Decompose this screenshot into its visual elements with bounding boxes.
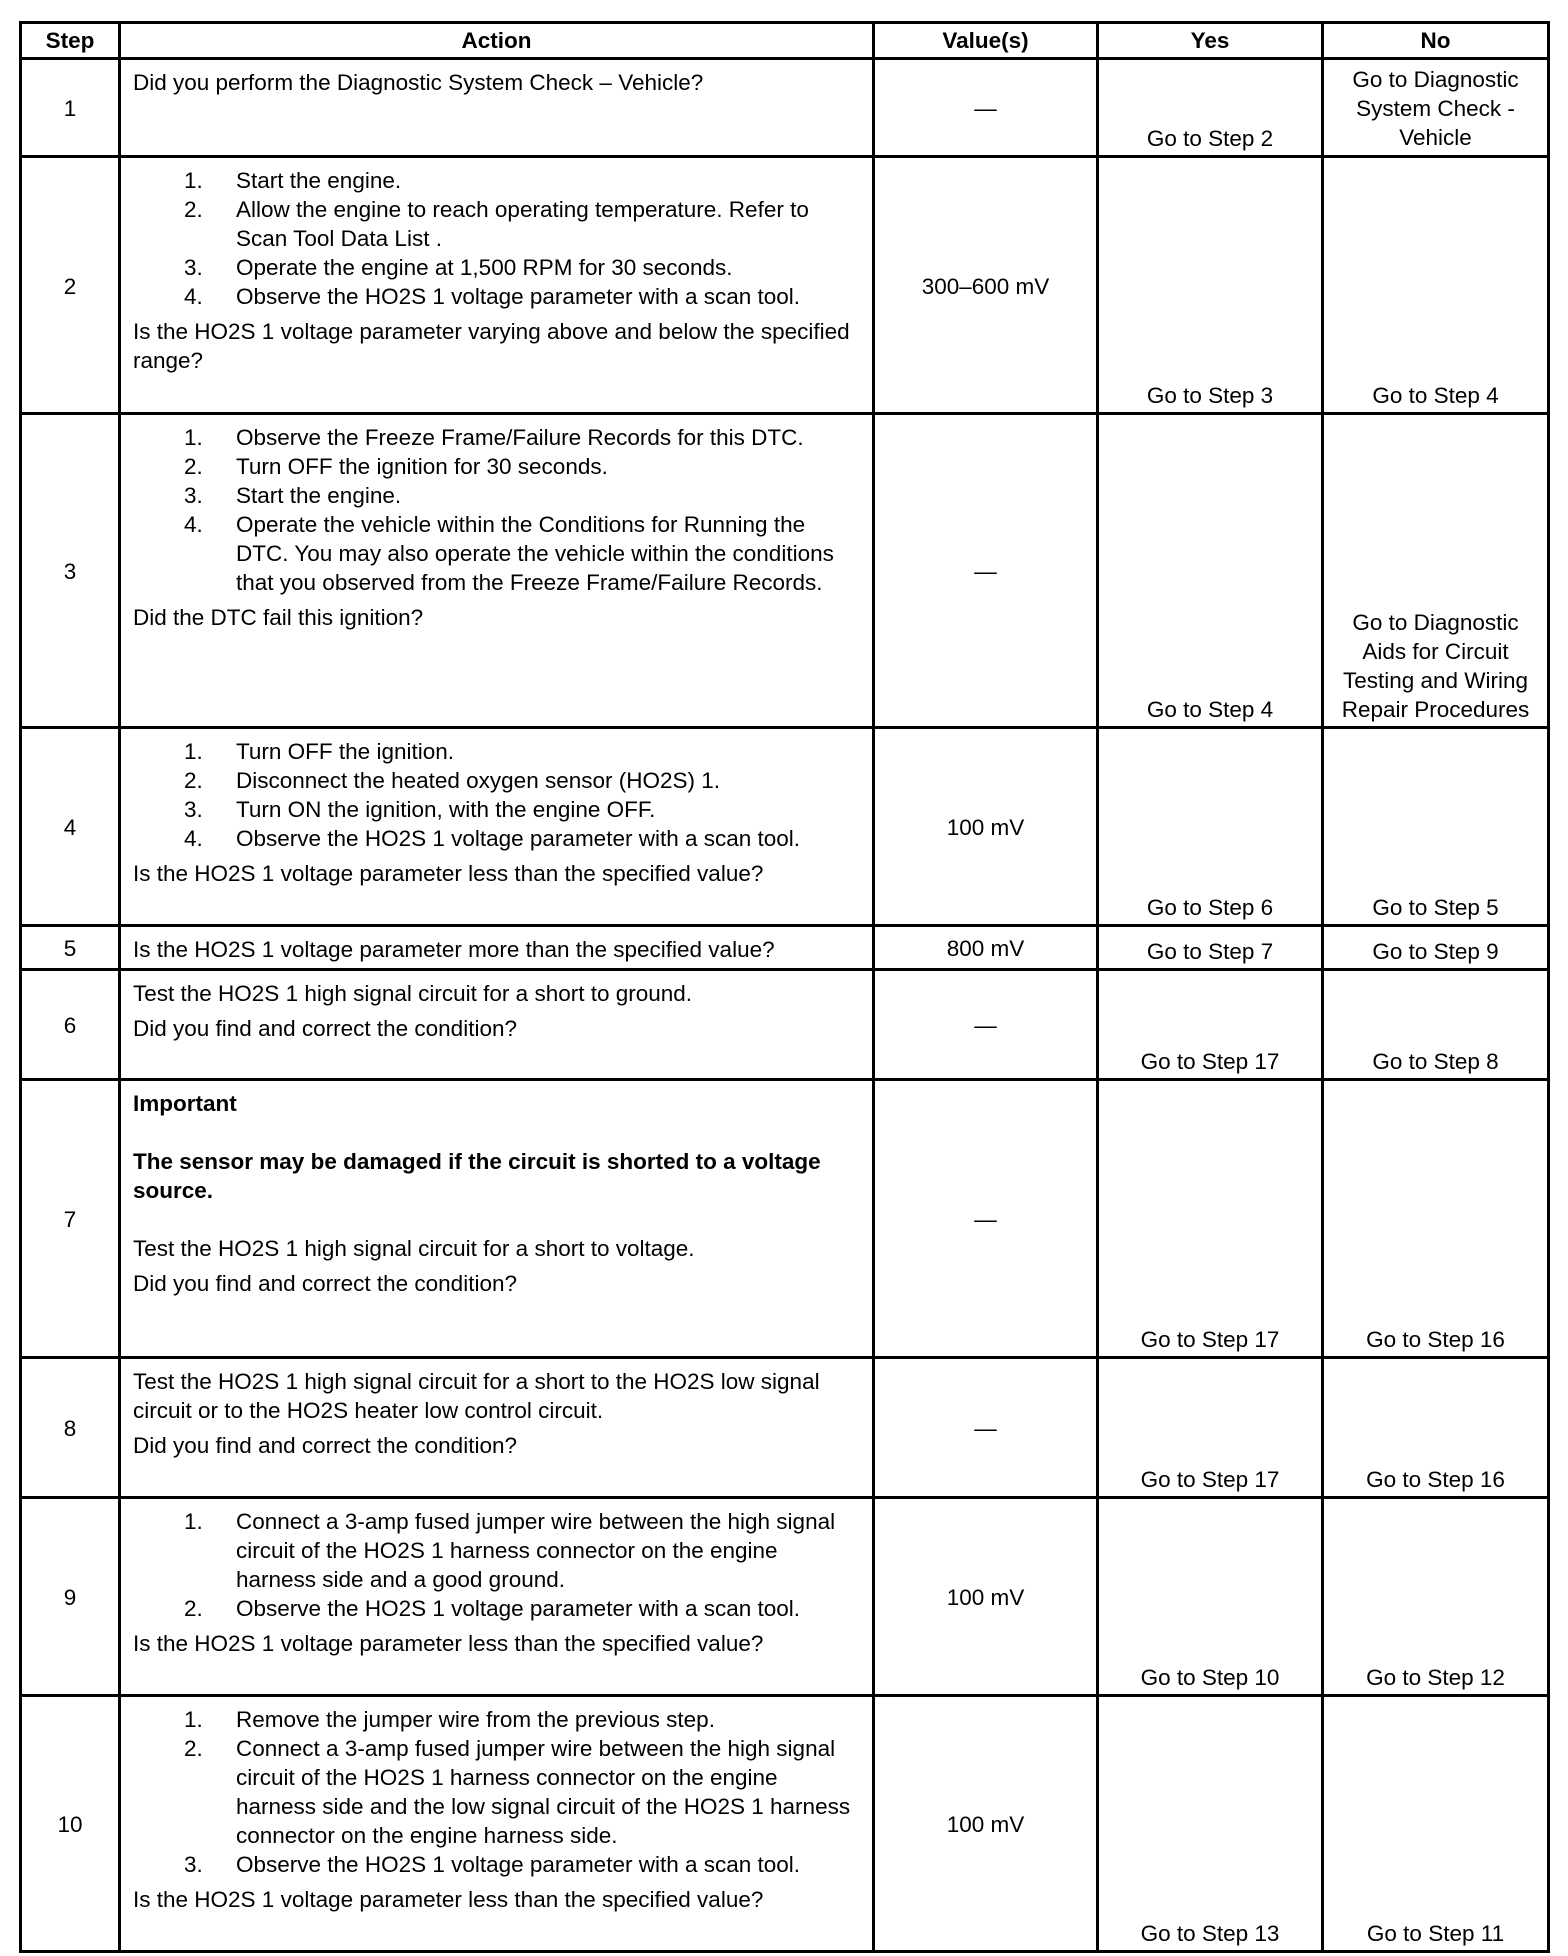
action-text: Test the HO2S 1 high signal circuit for a short to ground. bbox=[133, 981, 693, 1006]
action-question: Did you find and correct the condition? bbox=[133, 1016, 517, 1041]
no-cell: Go to Step 9 bbox=[1323, 926, 1549, 970]
yes-cell: Go to Step 17 bbox=[1098, 970, 1323, 1080]
action-step: 1. Observe the Freeze Frame/Failure Records for this DTC. bbox=[184, 425, 804, 450]
action-cell bbox=[120, 414, 874, 728]
step-number: 10 bbox=[21, 1696, 120, 1952]
table-row bbox=[21, 157, 1549, 414]
action-steps bbox=[133, 1507, 860, 1623]
value-cell: 800 mV bbox=[874, 926, 1098, 970]
action-step: 2. Observe the HO2S 1 voltage parameter with a scan tool. bbox=[184, 1596, 801, 1621]
action-cell bbox=[120, 970, 874, 1080]
step-number: 9 bbox=[21, 1498, 120, 1696]
table-row bbox=[21, 1498, 1549, 1696]
value-cell: — bbox=[874, 1080, 1098, 1358]
action-question: Is the HO2S 1 voltage parameter less than the specified value? bbox=[133, 861, 764, 886]
action-steps bbox=[133, 423, 860, 597]
step-number: 7 bbox=[21, 1080, 120, 1358]
action-step: 2. Connect a 3-amp fused jumper wire between the high signal circuit of the HO2S 1 harness connector on the engine harness side and the low signal circuit of the HO2S 1 harness connector on the engine harness side. bbox=[184, 1736, 851, 1848]
action-step: 2. Disconnect the heated oxygen sensor (HO2S) 1. bbox=[184, 768, 721, 793]
action-step: 2. Turn OFF the ignition for 30 seconds. bbox=[184, 454, 608, 479]
action-question: Is the HO2S 1 voltage parameter varying above and below the specified range? bbox=[133, 319, 850, 373]
header-row bbox=[21, 23, 1549, 59]
action-question: Did you find and correct the condition? bbox=[133, 1433, 517, 1458]
action-step: 3. Start the engine. bbox=[184, 483, 402, 508]
action-step: 1. Turn OFF the ignition. bbox=[184, 739, 455, 764]
value-cell: — bbox=[874, 970, 1098, 1080]
action-text: Test the HO2S 1 high signal circuit for a short to the HO2S low signal circuit or to the HO2S heater low control circuit. bbox=[133, 1369, 820, 1423]
action-steps bbox=[133, 1705, 860, 1879]
important-text: The sensor may be damaged if the circuit is shorted to a voltage source. bbox=[133, 1149, 821, 1203]
no-cell: Go to Diagnostic Aids for Circuit Testing and Wiring Repair Procedures bbox=[1323, 414, 1549, 728]
step-number: 6 bbox=[21, 970, 120, 1080]
action-step: 3. Operate the engine at 1,500 RPM for 30 seconds. bbox=[184, 255, 733, 280]
header-no: No bbox=[1323, 23, 1549, 59]
no-cell: Go to Diagnostic System Check - Vehicle bbox=[1323, 59, 1549, 157]
no-cell: Go to Step 11 bbox=[1323, 1696, 1549, 1952]
step-number: 2 bbox=[21, 157, 120, 414]
action-step: 3. Observe the HO2S 1 voltage parameter with a scan tool. bbox=[184, 1852, 801, 1877]
no-cell: Go to Step 5 bbox=[1323, 728, 1549, 926]
no-cell: Go to Step 4 bbox=[1323, 157, 1549, 414]
yes-cell: Go to Step 6 bbox=[1098, 728, 1323, 926]
action-step: 1. Remove the jumper wire from the previous step. bbox=[184, 1707, 715, 1732]
action-step: 2. Allow the engine to reach operating temperature. Refer to Scan Tool Data List . bbox=[184, 197, 809, 251]
value-cell: — bbox=[874, 1358, 1098, 1498]
action-question: Did you perform the Diagnostic System Check – Vehicle? bbox=[133, 70, 704, 95]
table-row bbox=[21, 926, 1549, 970]
value-cell: 100 mV bbox=[874, 1696, 1098, 1952]
action-cell bbox=[120, 59, 874, 157]
no-cell: Go to Step 12 bbox=[1323, 1498, 1549, 1696]
value-cell: 100 mV bbox=[874, 1498, 1098, 1696]
action-step: 4. Observe the HO2S 1 voltage parameter with a scan tool. bbox=[184, 826, 801, 851]
important-title: Important bbox=[133, 1091, 237, 1116]
step-number: 5 bbox=[21, 926, 120, 970]
action-step: 4. Observe the HO2S 1 voltage parameter with a scan tool. bbox=[184, 284, 801, 309]
action-text: Test the HO2S 1 high signal circuit for a short to voltage. bbox=[133, 1236, 695, 1261]
table-row bbox=[21, 728, 1549, 926]
action-cell bbox=[120, 926, 874, 970]
header-step: Step bbox=[21, 23, 120, 59]
yes-cell: Go to Step 10 bbox=[1098, 1498, 1323, 1696]
yes-cell: Go to Step 2 bbox=[1098, 59, 1323, 157]
action-cell bbox=[120, 157, 874, 414]
no-cell: Go to Step 16 bbox=[1323, 1080, 1549, 1358]
step-number: 8 bbox=[21, 1358, 120, 1498]
action-cell bbox=[120, 1358, 874, 1498]
action-step: 1. Connect a 3-amp fused jumper wire between the high signal circuit of the HO2S 1 harness connector on the engine harness side and a good ground. bbox=[184, 1509, 836, 1592]
table-row bbox=[21, 414, 1549, 728]
action-question: Is the HO2S 1 voltage parameter more than the specified value? bbox=[133, 937, 775, 962]
step-number: 3 bbox=[21, 414, 120, 728]
value-cell: — bbox=[874, 59, 1098, 157]
action-steps bbox=[133, 737, 860, 853]
action-cell bbox=[120, 728, 874, 926]
value-cell: 100 mV bbox=[874, 728, 1098, 926]
header-value: Value(s) bbox=[874, 23, 1098, 59]
step-number: 1 bbox=[21, 59, 120, 157]
yes-cell: Go to Step 7 bbox=[1098, 926, 1323, 970]
action-steps bbox=[133, 166, 860, 311]
header-action: Action bbox=[120, 23, 874, 59]
action-cell bbox=[120, 1080, 874, 1358]
action-step: 4. Operate the vehicle within the Conditions for Running the DTC. You may also operate the vehicle within the conditions that you observed from the Freeze Frame/Failure Records. bbox=[184, 512, 834, 595]
yes-cell: Go to Step 13 bbox=[1098, 1696, 1323, 1952]
action-question: Did you find and correct the condition? bbox=[133, 1271, 517, 1296]
header-yes: Yes bbox=[1098, 23, 1323, 59]
action-step: 3. Turn ON the ignition, with the engine OFF. bbox=[184, 797, 656, 822]
value-cell: — bbox=[874, 414, 1098, 728]
yes-cell: Go to Step 17 bbox=[1098, 1358, 1323, 1498]
table-row bbox=[21, 59, 1549, 157]
action-question: Is the HO2S 1 voltage parameter less than the specified value? bbox=[133, 1887, 764, 1912]
table-row bbox=[21, 1080, 1549, 1358]
action-cell bbox=[120, 1696, 874, 1952]
action-question: Is the HO2S 1 voltage parameter less than the specified value? bbox=[133, 1631, 764, 1656]
no-cell: Go to Step 16 bbox=[1323, 1358, 1549, 1498]
yes-cell: Go to Step 4 bbox=[1098, 414, 1323, 728]
diagnostic-table bbox=[19, 21, 1550, 1953]
table-row bbox=[21, 1696, 1549, 1952]
table-row bbox=[21, 970, 1549, 1080]
yes-cell: Go to Step 17 bbox=[1098, 1080, 1323, 1358]
table-row bbox=[21, 1358, 1549, 1498]
value-cell: 300–600 mV bbox=[874, 157, 1098, 414]
action-cell bbox=[120, 1498, 874, 1696]
action-question: Did the DTC fail this ignition? bbox=[133, 605, 424, 630]
no-cell: Go to Step 8 bbox=[1323, 970, 1549, 1080]
action-step: 1. Start the engine. bbox=[184, 168, 402, 193]
step-number: 4 bbox=[21, 728, 120, 926]
yes-cell: Go to Step 3 bbox=[1098, 157, 1323, 414]
